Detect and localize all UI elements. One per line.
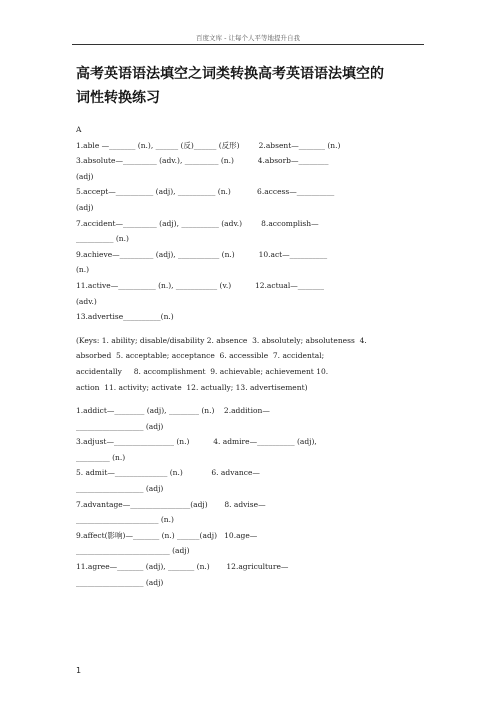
page-number: 1: [76, 666, 82, 675]
exercise-line: 5.accept—__________ (adj), __________ (n.) 6.access—__________: [76, 187, 335, 197]
exercise-line: 9.achieve—_________ (adj), ___________ (n.) 10.act—__________: [76, 249, 328, 259]
page-header: 百度文库 - 让每个人平等地提升自我: [196, 34, 300, 42]
keys-line: (Keys: 1. ability; disable/disability 2. absence 3. absolutely; absoluteness 4.: [76, 335, 367, 345]
exercise-line: 3.absolute—_________ (adv.), _________ (n.) 4.absorb—________: [76, 156, 329, 166]
exercise-line: __________________ (adj): [76, 484, 164, 494]
exercise-line: __________________ (adj): [76, 421, 164, 431]
section-a-label: A: [76, 125, 82, 134]
title-line-2: 词性转换练习: [76, 90, 160, 106]
exercise-line: __________ (n.): [76, 234, 129, 244]
exercise-line: _________ (n.): [76, 452, 126, 462]
document-body: [76, 122, 428, 590]
exercise-line: 1.able —_______ (n.), ______ (反)______ (反形) 2.absent—_______ (n.): [76, 140, 341, 150]
exercise-line: 5. admit—______________ (n.) 6. advance—: [76, 468, 260, 478]
exercise-line: 7.advantage—________________(adj) 8. advise—: [76, 499, 266, 509]
header-divider: [72, 44, 424, 45]
keys-line: accidentally 8. accomplishment 9. achievable; achievement 10.: [76, 366, 329, 376]
exercise-line: (adv.): [76, 296, 97, 306]
exercise-line: 11.agree—_______ (adj), _______ (n.) 12.agriculture—: [76, 562, 289, 572]
exercise-line: 1.addict—________ (adj), ________ (n.) 2.addition—: [76, 406, 270, 416]
section-a-exercises: [76, 138, 428, 325]
exercise-line: (adj): [76, 202, 94, 212]
keys-line: absorbed 5. acceptable; acceptance 6. accessible 7. accidental;: [76, 351, 325, 361]
exercise-line: 9.affect(影响)—_______ (n.) ______(adj) 10.age—: [76, 530, 258, 540]
section-b-exercises: [76, 403, 428, 590]
exercise-line: 11.active—__________ (n.), ___________ (v.) 12.actual—_______: [76, 280, 325, 290]
keys-line: action 11. activity; activate 12. actually; 13. advertisement): [76, 382, 308, 392]
exercise-line: (n.): [76, 265, 90, 275]
exercise-line: __________________ (adj): [76, 577, 164, 587]
document-title: [76, 62, 426, 110]
answer-keys: [76, 333, 428, 395]
exercise-line: 3.adjust—________________ (n.) 4. admire—__________ (adj),: [76, 437, 317, 447]
exercise-line: (adj): [76, 171, 94, 181]
exercise-line: ______________________ (n.): [76, 515, 174, 525]
title-line-1: 高考英语语法填空之词类转换高考英语语法填空的: [76, 66, 384, 82]
exercise-line: 13.advertise__________(n.): [76, 312, 174, 322]
exercise-line: 7.accident—_________ (adj), __________ (adv.) 8.accomplish—: [76, 218, 319, 228]
exercise-line: _________________________ (adj): [76, 546, 190, 556]
